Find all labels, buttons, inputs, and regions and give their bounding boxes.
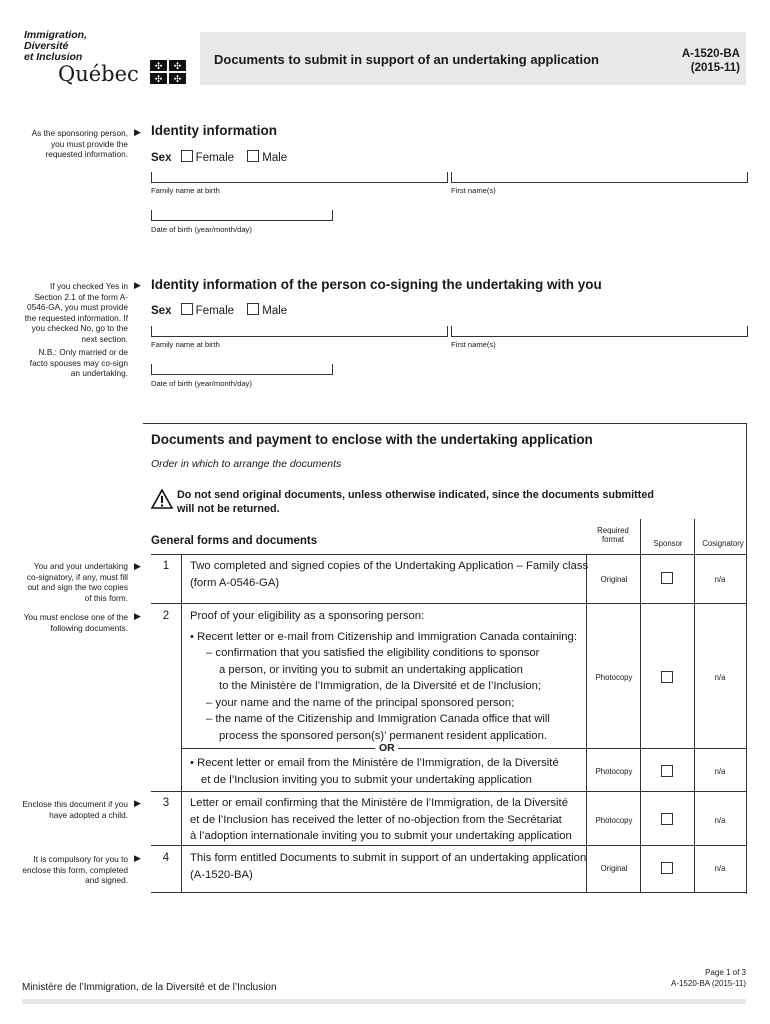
documents-subtitle: Order in which to arrange the documents [151, 458, 342, 470]
family-name-label: Family name at birth [151, 186, 220, 195]
row1-sponsor-checkbox[interactable] [661, 572, 673, 584]
arrow-right-icon: ▶ [134, 611, 141, 621]
first-name-label: First name(s) [451, 340, 496, 349]
cosigner-male-checkbox[interactable] [247, 303, 259, 315]
male-label: Male [262, 305, 288, 317]
form-code: A-1520-BA (2015-11) [681, 48, 740, 74]
row3-cosign: n/a [714, 816, 726, 825]
svg-text:✣: ✣ [173, 62, 182, 72]
cosigner-first-name-field[interactable] [451, 326, 748, 337]
row2b-sponsor-checkbox[interactable] [661, 765, 673, 777]
quebec-flag-icon [150, 60, 186, 84]
row3-sponsor-checkbox[interactable] [661, 813, 673, 825]
female-label: Female [195, 152, 235, 164]
arrow-right-icon: ▶ [134, 561, 141, 571]
quebec-logo: Québec [58, 62, 139, 86]
row1-cosign: n/a [714, 575, 726, 584]
ministry-logo-text: Immigration, Diversité et Inclusion [24, 29, 88, 63]
warning-icon [151, 489, 173, 509]
section1-sex-row [151, 150, 287, 164]
row2-text-a: Proof of your eligibility as a sponsoring person: • Recent letter or e-mail from Citizenship and Immigration Canada containing: – confirmation that you satisfied the eligibility conditions to sponsor a person, or inviting you to submit an undertaking application to the Ministère de l’Immigration, de la Diversité et de l’Inclusion; – your name and the name of the principal sponsored person; – the name of the Citizenship and Immigration Canada office that will process the sponsored person(s)’ permanent resident application. [190, 610, 577, 742]
svg-text:✣: ✣ [154, 75, 163, 84]
first-name-field[interactable] [451, 172, 748, 183]
section2-title: Identity information of the person co-signing the undertaking with you [151, 277, 602, 292]
section1-side-note: As the sponsoring person, you must provide the requested information. [31, 128, 128, 159]
family-name-field[interactable] [151, 172, 448, 183]
documents-title: Documents and payment to enclose with the undertaking application [151, 432, 593, 447]
row3-text: Letter or email confirming that the Ministère de l’Immigration, de la Diversité et de l’Inclusion has received the letter of no-objection from the Secrétariat à l’adoption internationale inviting you to submit your undertaking application [190, 797, 572, 842]
row4-text: This form entitled Documents to submit in support of an undertaking application (A-1520-BA) [190, 852, 587, 881]
row3-format: Photocopy [595, 816, 633, 825]
female-label: Female [195, 305, 235, 317]
cosigner-date-of-birth-field[interactable] [151, 364, 333, 375]
col-sponsor: Sponsor [653, 539, 683, 548]
footer-band [22, 999, 746, 1004]
cosigner-female-checkbox[interactable] [181, 303, 193, 315]
family-name-label: Family name at birth [151, 340, 220, 349]
sex-label: Sex [151, 305, 172, 317]
row2a-sponsor-checkbox[interactable] [661, 671, 673, 683]
female-checkbox[interactable] [181, 150, 193, 162]
arrow-right-icon: ▶ [134, 798, 141, 808]
male-checkbox[interactable] [247, 150, 259, 162]
row4-format: Original [600, 864, 628, 873]
page-title: Documents to submit in support of an undertaking application [214, 52, 599, 67]
date-of-birth-label: Date of birth (year/month/day) [151, 225, 252, 234]
row2b-format: Photocopy [595, 767, 633, 776]
svg-text:✣: ✣ [173, 75, 182, 84]
arrow-right-icon: ▶ [134, 853, 141, 863]
arrow-right-icon: ▶ [134, 127, 141, 137]
row3-side-note: Enclose this document if you have adopted a child. [22, 799, 128, 820]
section2-sex-row [151, 303, 287, 317]
row-number: 3 [162, 797, 170, 809]
warning-text: Do not send original documents, unless otherwise indicated, since the documents submitted will not be returned. [177, 489, 654, 515]
col-required-format: Required format [597, 526, 629, 544]
row-number: 1 [162, 560, 170, 572]
row-number: 4 [162, 852, 170, 864]
row2a-format: Photocopy [595, 673, 633, 682]
row2-text-b: • Recent letter or email from the Ministère de l’Immigration, de la Diversité et de l’Inclusion inviting you to submit your undertaking application [190, 757, 559, 786]
row4-sponsor-checkbox[interactable] [661, 862, 673, 874]
footer-ministry: Ministère de l’Immigration, de la Diversité et de l’Inclusion [22, 982, 277, 993]
svg-text:✣: ✣ [154, 62, 163, 72]
row4-cosign: n/a [714, 864, 726, 873]
or-separator: OR [379, 742, 395, 754]
col-cosignatory: Cosignatory [702, 539, 744, 548]
section2-side-note: If you checked Yes in Section 2.1 of the form A-0546-GA, you must provide the requested information. If you checked No, go to the next section. N.B.: Only married or de facto spouses may co-sign an undertaking. [24, 281, 128, 378]
row1-side-note: You and your undertaking co-signatory, if any, must fill out and sign the two copies of this form. [26, 561, 128, 603]
row2a-cosign: n/a [714, 673, 726, 682]
row4-side-note: It is compulsory for you to enclose this form, completed and signed. [22, 854, 128, 885]
footer-page-info: Page 1 of 3 A-1520-BA (2015-11) [670, 968, 746, 988]
row2b-cosign: n/a [714, 767, 726, 776]
male-label: Male [262, 152, 288, 164]
section1-title: Identity information [151, 123, 277, 138]
table-heading: General forms and documents [151, 535, 318, 547]
sex-label: Sex [151, 152, 172, 164]
row-number: 2 [162, 610, 170, 622]
row2-side-note: You must enclose one of the following documents. [23, 612, 128, 633]
cosigner-family-name-field[interactable] [151, 326, 448, 337]
arrow-right-icon: ▶ [134, 280, 141, 290]
date-of-birth-label: Date of birth (year/month/day) [151, 379, 252, 388]
first-name-label: First name(s) [451, 186, 496, 195]
date-of-birth-field[interactable] [151, 210, 333, 221]
row1-text: Two completed and signed copies of the Undertaking Application – Family class (form A-0546-GA) [190, 560, 589, 589]
row1-format: Original [600, 575, 628, 584]
